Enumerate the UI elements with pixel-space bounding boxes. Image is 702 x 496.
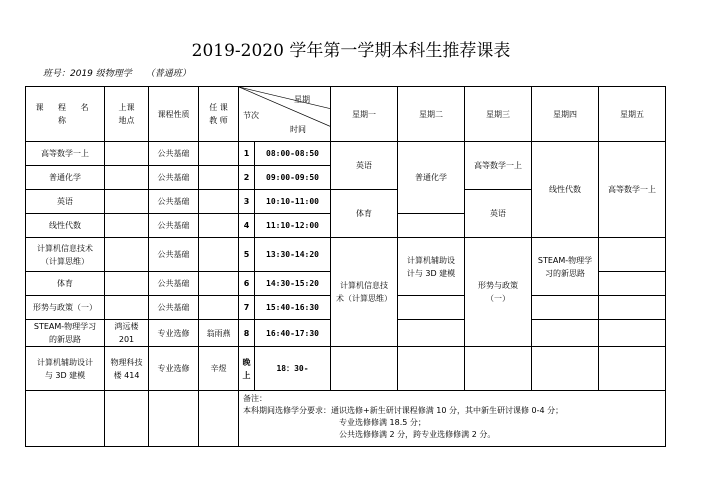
course-nature: 公共基础 bbox=[149, 190, 199, 214]
course-location bbox=[105, 142, 149, 166]
slot-thu-am: 线性代数 bbox=[532, 142, 599, 238]
slot-wed-am2: 英语 bbox=[465, 190, 532, 238]
course-location: 鸿远楼 201 bbox=[105, 320, 149, 347]
course-teacher bbox=[199, 296, 239, 320]
course-nature: 专业选修 bbox=[149, 347, 199, 391]
course-nature: 公共基础 bbox=[149, 272, 199, 296]
period-time: 16:40-17:30 bbox=[255, 320, 331, 347]
notes-label: 备注： bbox=[243, 394, 267, 403]
header-teacher: 任 课 教 师 bbox=[199, 87, 239, 142]
course-name: 计算机信息技术 （计算思维） bbox=[26, 238, 105, 272]
header-course-name: 课 程 名 称 bbox=[26, 87, 105, 142]
period-number: 晚 上 bbox=[239, 347, 255, 391]
course-location bbox=[105, 272, 149, 296]
period-number: 1 bbox=[239, 142, 255, 166]
period-number: 2 bbox=[239, 166, 255, 190]
course-name: 计算机辅助设计 与 3D 建模 bbox=[26, 347, 105, 391]
course-nature: 公共基础 bbox=[149, 214, 199, 238]
course-nature: 公共基础 bbox=[149, 142, 199, 166]
period-time: 08:00-08:50 bbox=[255, 142, 331, 166]
course-name: 英语 bbox=[26, 190, 105, 214]
header-nature: 课程性质 bbox=[149, 87, 199, 142]
header-day-mon: 星期一 bbox=[331, 87, 398, 142]
header-location: 上课 地点 bbox=[105, 87, 149, 142]
slot-thu-empty bbox=[532, 296, 599, 320]
period-time: 11:10-12:00 bbox=[255, 214, 331, 238]
header-day-wed: 星期三 bbox=[465, 87, 532, 142]
slot-wed-pm: 形势与政策 （一） bbox=[465, 238, 532, 347]
slot-tue-empty bbox=[398, 214, 465, 238]
course-location bbox=[105, 166, 149, 190]
slot-fri-empty bbox=[599, 238, 666, 272]
slot-fri-am: 高等数学一上 bbox=[599, 142, 666, 238]
notes-line-1: 本科期间选修学分要求：通识选修+新生研讨课程修满 10 分，其中新生研讨课修 0-4 分； bbox=[243, 406, 564, 415]
page-title: 2019-2020 学年第一学期本科生推荐课表 bbox=[191, 41, 511, 61]
course-location: 物理科技 楼 414 bbox=[105, 347, 149, 391]
class-number: 班号：2019 级物理学 bbox=[43, 69, 132, 79]
header-row bbox=[26, 87, 666, 142]
header-diagonal-cell bbox=[239, 87, 331, 142]
table-row bbox=[26, 142, 666, 166]
course-nature: 公共基础 bbox=[149, 166, 199, 190]
slot-tue-pm: 计算机辅助设 计与 3D 建模 bbox=[398, 238, 465, 296]
period-time: 10:10-11:00 bbox=[255, 190, 331, 214]
slot-mon-pm: 计算机信息技 术（计算思维） bbox=[331, 238, 398, 347]
period-time: 09:00-09:50 bbox=[255, 166, 331, 190]
course-name: 形势与政策（一） bbox=[26, 296, 105, 320]
period-time: 13:30-14:20 bbox=[255, 238, 331, 272]
slot-tue-am: 普通化学 bbox=[398, 142, 465, 214]
schedule-table bbox=[25, 86, 666, 447]
notes-empty bbox=[149, 391, 199, 447]
table-row bbox=[26, 238, 666, 272]
course-teacher: 辛煜 bbox=[199, 347, 239, 391]
diag-week-label: 星期 bbox=[294, 95, 310, 104]
course-location bbox=[105, 190, 149, 214]
period-number: 7 bbox=[239, 296, 255, 320]
slot-thu-empty bbox=[532, 320, 599, 347]
course-teacher bbox=[199, 238, 239, 272]
notes-empty bbox=[105, 391, 149, 447]
period-number: 8 bbox=[239, 320, 255, 347]
slot-fri-empty bbox=[599, 272, 666, 296]
class-type: （普通班） bbox=[145, 69, 191, 79]
class-label bbox=[43, 66, 191, 79]
course-teacher: 翁雨燕 bbox=[199, 320, 239, 347]
course-nature: 公共基础 bbox=[149, 296, 199, 320]
period-time: 18：30- bbox=[255, 347, 331, 391]
slot-fri-empty bbox=[599, 320, 666, 347]
course-name: 体育 bbox=[26, 272, 105, 296]
period-number: 5 bbox=[239, 238, 255, 272]
slot-wed-evening bbox=[465, 347, 532, 391]
notes-line-3: 公共选修修满 2 分，跨专业选修修满 2 分。 bbox=[339, 430, 496, 439]
period-number: 6 bbox=[239, 272, 255, 296]
slot-fri-evening bbox=[599, 347, 666, 391]
period-number: 3 bbox=[239, 190, 255, 214]
course-teacher bbox=[199, 190, 239, 214]
course-teacher bbox=[199, 142, 239, 166]
course-name: STEAM-物理学习 的新思路 bbox=[26, 320, 105, 347]
course-location bbox=[105, 296, 149, 320]
course-name: 线性代数 bbox=[26, 214, 105, 238]
course-teacher bbox=[199, 272, 239, 296]
header-day-tue: 星期二 bbox=[398, 87, 465, 142]
table-row bbox=[26, 347, 666, 391]
course-teacher bbox=[199, 214, 239, 238]
slot-wed-am1: 高等数学一上 bbox=[465, 142, 532, 190]
course-location bbox=[105, 238, 149, 272]
course-name: 普通化学 bbox=[26, 166, 105, 190]
header-day-fri: 星期五 bbox=[599, 87, 666, 142]
diag-period-label: 节次 bbox=[243, 111, 259, 120]
slot-thu-pm: STEAM-物理学 习的新思路 bbox=[532, 238, 599, 296]
course-name: 高等数学一上 bbox=[26, 142, 105, 166]
diag-time-label: 时间 bbox=[290, 125, 306, 134]
notes-row bbox=[26, 391, 666, 447]
slot-tue-empty bbox=[398, 296, 465, 320]
slot-mon-evening bbox=[331, 347, 398, 391]
slot-tue-evening bbox=[398, 347, 465, 391]
slot-mon-am1: 英语 bbox=[331, 142, 398, 190]
period-number: 4 bbox=[239, 214, 255, 238]
slot-tue-empty bbox=[398, 320, 465, 347]
course-teacher bbox=[199, 166, 239, 190]
period-time: 15:40-16:30 bbox=[255, 296, 331, 320]
slot-mon-am2: 体育 bbox=[331, 190, 398, 238]
period-time: 14:30-15:20 bbox=[255, 272, 331, 296]
header-day-thu: 星期四 bbox=[532, 87, 599, 142]
course-nature: 公共基础 bbox=[149, 238, 199, 272]
notes-line-2: 专业选修修满 18.5 分； bbox=[339, 418, 426, 427]
course-nature: 专业选修 bbox=[149, 320, 199, 347]
course-location bbox=[105, 214, 149, 238]
notes-empty bbox=[199, 391, 239, 447]
notes-cell bbox=[239, 391, 666, 447]
slot-fri-empty bbox=[599, 296, 666, 320]
slot-thu-evening bbox=[532, 347, 599, 391]
notes-empty bbox=[26, 391, 105, 447]
